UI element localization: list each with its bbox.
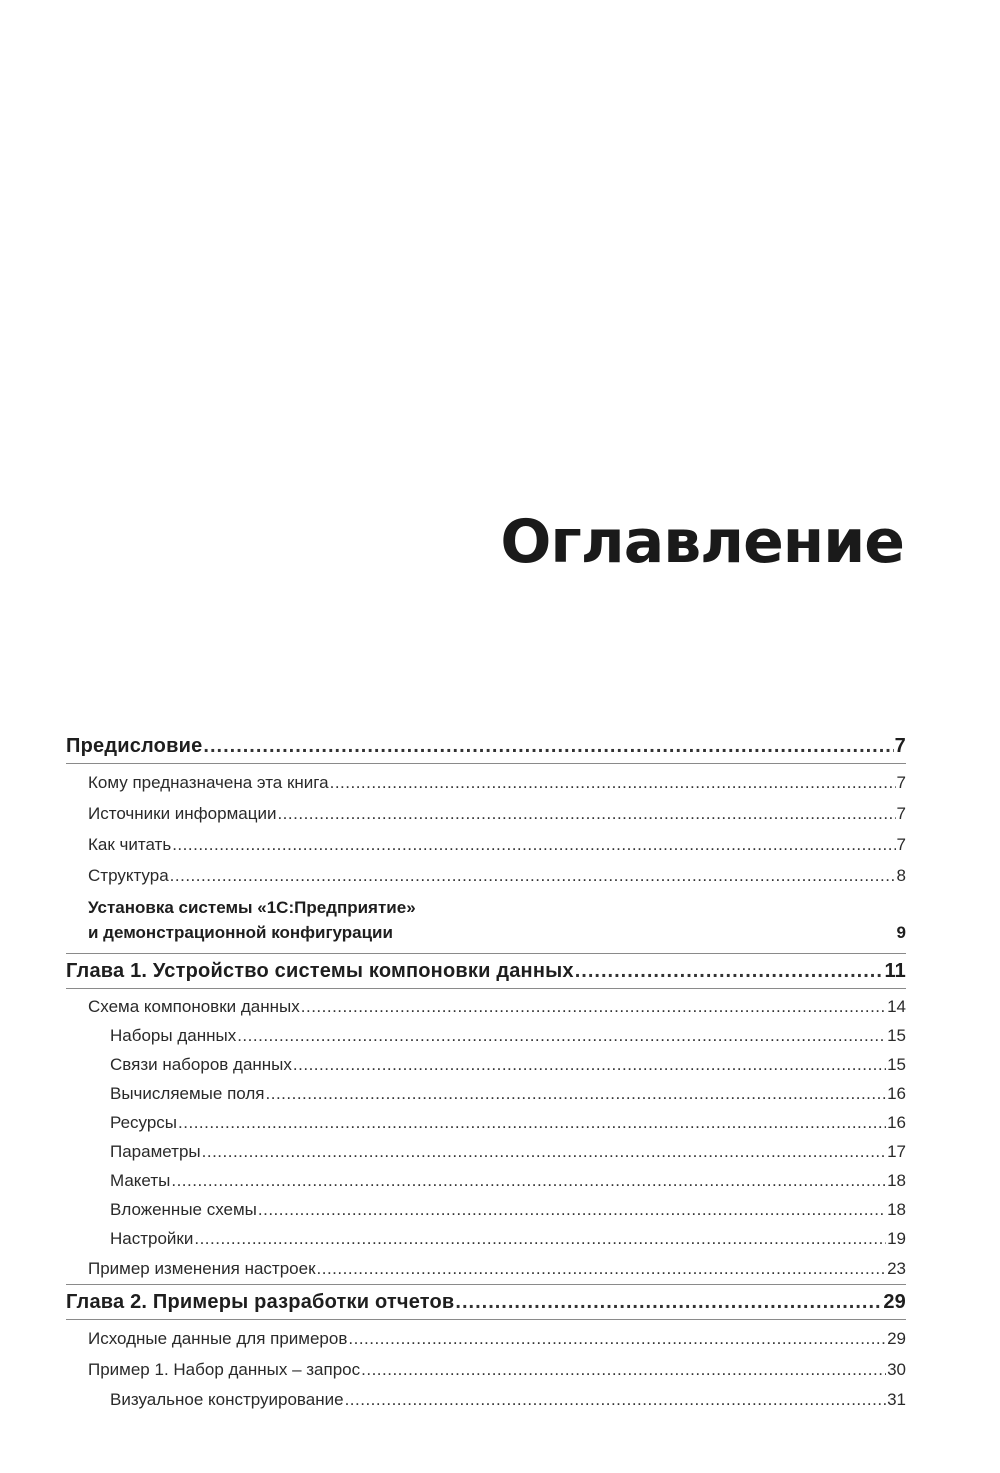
table-of-contents (66, 729, 906, 1414)
toc-entry-chapter-2[interactable] (66, 1284, 906, 1320)
toc-entry-installation[interactable] (66, 895, 906, 945)
toc-entry-preface[interactable] (66, 729, 906, 764)
toc-entry-label: Источники информации (88, 804, 277, 823)
toc-entry-label: Наборы данных (110, 1026, 237, 1045)
toc-entry[interactable] (66, 1021, 906, 1050)
toc-entry[interactable] (66, 1166, 906, 1195)
dot-leader (203, 729, 893, 763)
toc-entry[interactable] (66, 798, 906, 829)
toc-entry[interactable] (66, 1354, 906, 1385)
toc-entry[interactable] (66, 1253, 906, 1284)
toc-entry-page: 16 (887, 1113, 906, 1132)
toc-entry-page: 17 (887, 1142, 906, 1161)
toc-entry-page: 7 (896, 804, 906, 823)
toc-entry-label: Схема компоновки данных (88, 997, 300, 1016)
toc-entry-label: Пример 1. Набор данных – запрос (88, 1360, 361, 1379)
toc-entry-page: 29 (887, 1329, 906, 1348)
toc-entry-page: 7 (896, 835, 906, 854)
dot-leader (237, 1021, 886, 1050)
toc-entry-label: Предисловие (66, 735, 203, 757)
toc-entry-page: 11 (884, 960, 906, 982)
dot-leader (202, 1137, 886, 1166)
toc-entry[interactable] (66, 1195, 906, 1224)
toc-entry-page: 31 (887, 1390, 906, 1409)
toc-entry-label: Связи наборов данных (110, 1055, 292, 1074)
toc-entry-label: Глава 2. Примеры разработки отчетов (66, 1291, 455, 1313)
toc-entry-label: Кому предназначена эта книга (88, 773, 329, 792)
toc-entry-page: 15 (887, 1055, 906, 1074)
toc-entry-page: 15 (887, 1026, 906, 1045)
toc-entry[interactable] (66, 767, 906, 798)
dot-leader (317, 1253, 887, 1284)
toc-entry-chapter-1[interactable] (66, 953, 906, 989)
toc-entry[interactable] (66, 1050, 906, 1079)
dot-leader (178, 1108, 886, 1137)
toc-entry-label-line-1: Установка системы «1С:Предприятие» (88, 898, 416, 917)
toc-entry-page: 8 (896, 866, 906, 885)
toc-entry-page: 18 (887, 1171, 906, 1190)
dot-leader (575, 954, 884, 988)
page-title: Оглавление (500, 507, 904, 577)
toc-entry[interactable] (66, 1224, 906, 1253)
toc-entry-page: 7 (894, 735, 906, 757)
toc-entry-second-line (88, 920, 906, 945)
toc-entry-label: Пример изменения настроек (88, 1259, 316, 1278)
toc-entry-label: Ресурсы (110, 1113, 178, 1132)
toc-entry-page: 18 (887, 1200, 906, 1219)
toc-entry-label: Как читать (88, 835, 172, 854)
toc-entry[interactable] (66, 1137, 906, 1166)
dot-leader (171, 1166, 886, 1195)
toc-entry[interactable] (66, 1079, 906, 1108)
dot-leader (361, 1354, 886, 1385)
dot-leader (172, 829, 895, 860)
dot-leader (194, 1224, 886, 1253)
dot-leader (330, 767, 896, 798)
toc-entry-page: 7 (896, 773, 906, 792)
toc-entry-label: Визуальное конструирование (110, 1390, 344, 1409)
toc-entry-page: 29 (883, 1291, 906, 1313)
toc-entry-label-line-2: и демонстрационной конфигурации (88, 923, 393, 942)
dot-leader (170, 860, 896, 891)
dot-leader (345, 1385, 887, 1414)
toc-entry-page: 14 (887, 997, 906, 1016)
toc-entry[interactable] (66, 860, 906, 891)
toc-entry-page: 23 (887, 1259, 906, 1278)
toc-entry-label: Структура (88, 866, 169, 885)
toc-entry[interactable] (66, 1385, 906, 1414)
toc-entry-page: 30 (887, 1360, 906, 1379)
dot-leader (293, 1050, 886, 1079)
dot-leader (266, 1079, 887, 1108)
toc-entry[interactable] (66, 829, 906, 860)
toc-entry-label: Исходные данные для примеров (88, 1329, 348, 1348)
toc-entry-label: Параметры (110, 1142, 201, 1161)
toc-entry-page: 19 (887, 1229, 906, 1248)
toc-entry-label: Макеты (110, 1171, 171, 1190)
toc-entry[interactable] (66, 1108, 906, 1137)
toc-entry-label: Вычисляемые поля (110, 1084, 265, 1103)
toc-entry-label: Настройки (110, 1229, 194, 1248)
dot-leader (258, 1195, 886, 1224)
dot-leader (348, 1323, 886, 1354)
toc-entry-page: 16 (887, 1084, 906, 1103)
dot-leader (301, 992, 886, 1021)
toc-entry-label: Вложенные схемы (110, 1200, 257, 1219)
dot-leader (455, 1285, 882, 1319)
toc-entry[interactable] (66, 992, 906, 1021)
toc-entry[interactable] (66, 1323, 906, 1354)
dot-leader (277, 798, 895, 829)
toc-entry-page: 9 (896, 923, 906, 942)
toc-entry-label: Глава 1. Устройство системы компоновки данных (66, 960, 574, 982)
